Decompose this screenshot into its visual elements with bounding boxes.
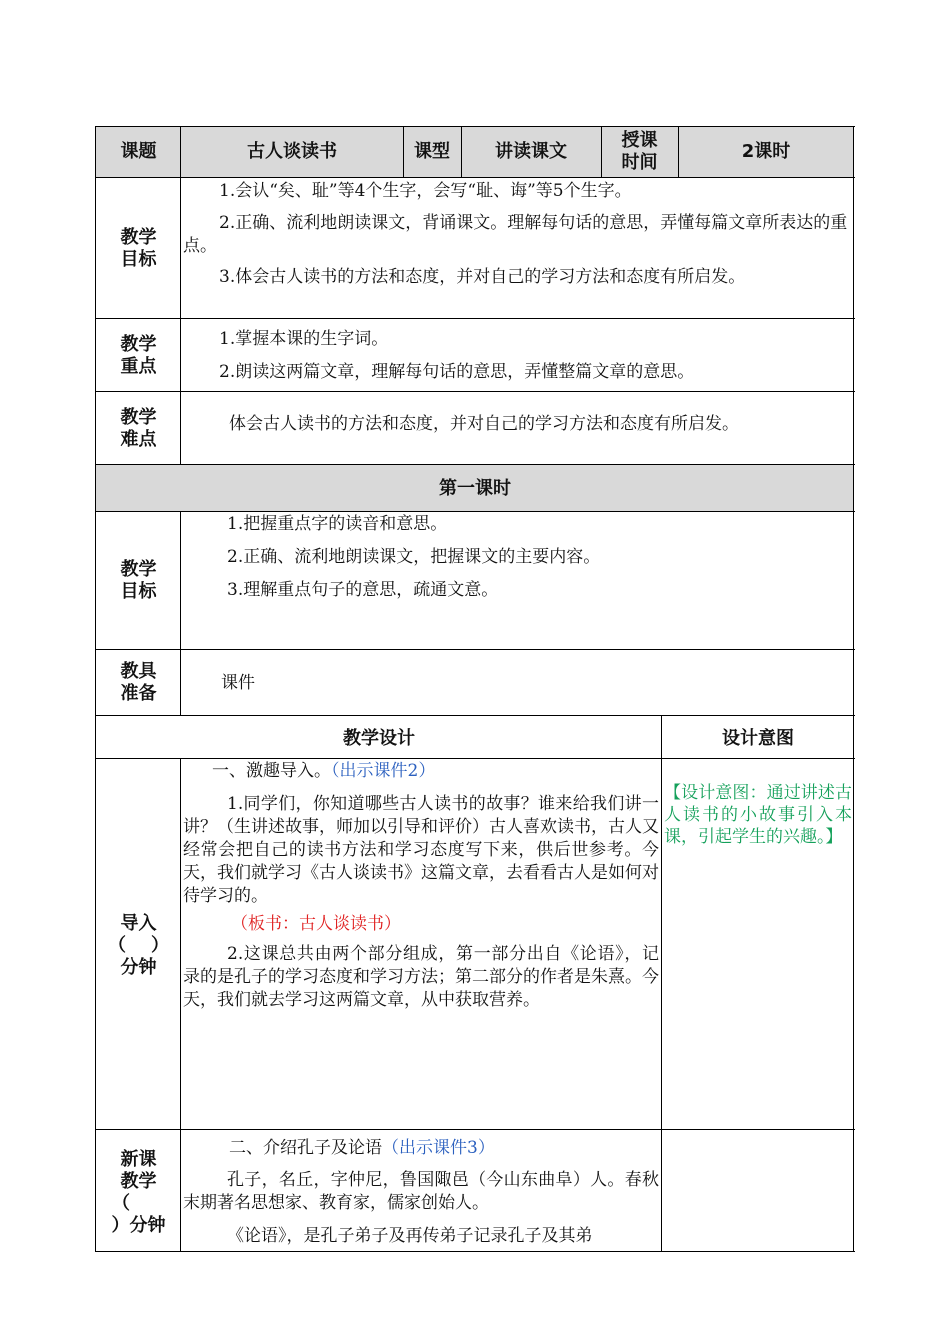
time-value: 2课时 xyxy=(741,141,791,162)
newlesson-label-line1: 新课 xyxy=(120,1149,157,1170)
difficulty-label-line2: 难点 xyxy=(120,429,157,450)
row-divider xyxy=(96,391,855,392)
keypoint-item: 2.朗读这两篇文章，理解每句话的意思，弄懂整篇文章的意思。 xyxy=(219,362,695,382)
newlesson-heading-text: 二、介绍孔子及论语 xyxy=(229,1138,382,1158)
lesson1-goal-item: 3.理解重点句子的意思，疏通文意。 xyxy=(227,580,499,600)
lesson1-title: 第一课时 xyxy=(439,478,511,499)
newlesson-heading-note: （出示课件3） xyxy=(382,1138,495,1158)
row-divider xyxy=(96,511,855,512)
topic-value: 古人谈读书 xyxy=(247,141,337,162)
intro-label-line1: 导入 xyxy=(120,913,157,934)
intro-board-note: （板书：古人谈读书） xyxy=(231,914,401,934)
keypoints-label-line2: 重点 xyxy=(120,356,157,377)
row-divider xyxy=(96,318,855,319)
goal-item: 2.正确、流利地朗读课文，背诵课文。理解每句话的意思，弄懂每篇文章所表达的重点。 xyxy=(183,213,848,256)
intro-heading-text: 一、激趣导入。 xyxy=(212,761,331,781)
lesson1-goals-label-line2: 目标 xyxy=(120,581,157,602)
newlesson-label-line3: （ xyxy=(112,1193,130,1214)
intro-heading xyxy=(212,760,652,783)
keypoints-label-line1: 教学 xyxy=(120,334,157,355)
newlesson-heading xyxy=(229,1137,659,1160)
intro-label-line3: 分钟 xyxy=(120,957,157,978)
keypoint-item: 1.掌握本课的生字词。 xyxy=(219,329,389,349)
goal-item: 3.体会古人读书的方法和态度，并对自己的学习方法和态度有所启发。 xyxy=(219,267,746,287)
difficulty-label-line1: 教学 xyxy=(120,407,157,428)
newlesson-paragraph: 孔子，名丘，字仲尼，鲁国陬邑（今山东曲阜）人。春秋末期著名思想家、教育家，儒家创始人。 xyxy=(183,1170,659,1213)
intro-label-line2: （ ） xyxy=(107,935,170,956)
goal-item: 1.会认“矣、耻”等4个生字，会写“耻、诲”等5个生字。 xyxy=(219,181,632,201)
goals-label-line2: 目标 xyxy=(120,249,157,270)
row-divider xyxy=(96,715,855,716)
tools-label-line1: 教具 xyxy=(120,661,157,682)
table-border-top xyxy=(96,126,855,127)
time-label-line2: 时间 xyxy=(621,152,658,173)
table-border-bottom xyxy=(96,1251,855,1252)
tools-value: 课件 xyxy=(221,673,255,693)
type-value: 讲读课文 xyxy=(495,141,567,162)
tools-label-line2: 准备 xyxy=(120,683,157,704)
table-border-right xyxy=(853,126,854,1252)
difficulty-text: 体会古人读书的方法和态度，并对自己的学习方法和态度有所启发。 xyxy=(229,414,739,434)
row-divider xyxy=(96,649,855,650)
lesson1-goals-label-line1: 教学 xyxy=(120,559,157,580)
goals-label-line1: 教学 xyxy=(120,227,157,248)
intent-column-divider xyxy=(661,715,662,1252)
newlesson-paragraph: 《论语》，是孔子弟子及再传弟子记录孔子及其弟 xyxy=(227,1226,593,1246)
intro-design-intent: 【设计意图：通过讲述古人读书的小故事引入本课，引起学生的兴趣。】 xyxy=(664,783,852,847)
row-divider xyxy=(96,1129,855,1130)
intent-column-header: 设计意图 xyxy=(722,728,794,749)
intro-heading-note: （出示课件2） xyxy=(331,761,436,781)
lesson1-goal-item: 1.把握重点字的读音和意思。 xyxy=(227,514,448,534)
row-divider xyxy=(96,177,855,178)
intro-paragraph: 2.这课总共由两个部分组成，第一部分出自《论语》，记录的是孔子的学习态度和学习方法；第二部分的作者是朱熹。今天，我们就去学习这两篇文章，从中获取营养。 xyxy=(183,944,659,1010)
newlesson-label-line4: ）分钟 xyxy=(111,1215,166,1236)
type-label: 课型 xyxy=(414,141,450,162)
newlesson-label-line2: 教学 xyxy=(120,1171,157,1192)
row-divider xyxy=(96,464,855,465)
intro-paragraph: 1.同学们，你知道哪些古人读书的故事？谁来给我们讲一讲？（生讲述故事，师加以引导和评价）古人喜欢读书，古人又经常会把自己的读书方法和学习态度写下来，供后世参考。今天，我们就学习《古人谈读书》这篇文章，去看看古人是如何对待学习的。 xyxy=(183,794,659,906)
design-column-header: 教学设计 xyxy=(343,728,415,749)
lesson1-goal-item: 2.正确、流利地朗读课文，把握课文的主要内容。 xyxy=(227,547,601,567)
row-divider xyxy=(96,758,855,759)
time-label-line1: 授课 xyxy=(621,130,658,151)
topic-label: 课题 xyxy=(120,141,157,162)
